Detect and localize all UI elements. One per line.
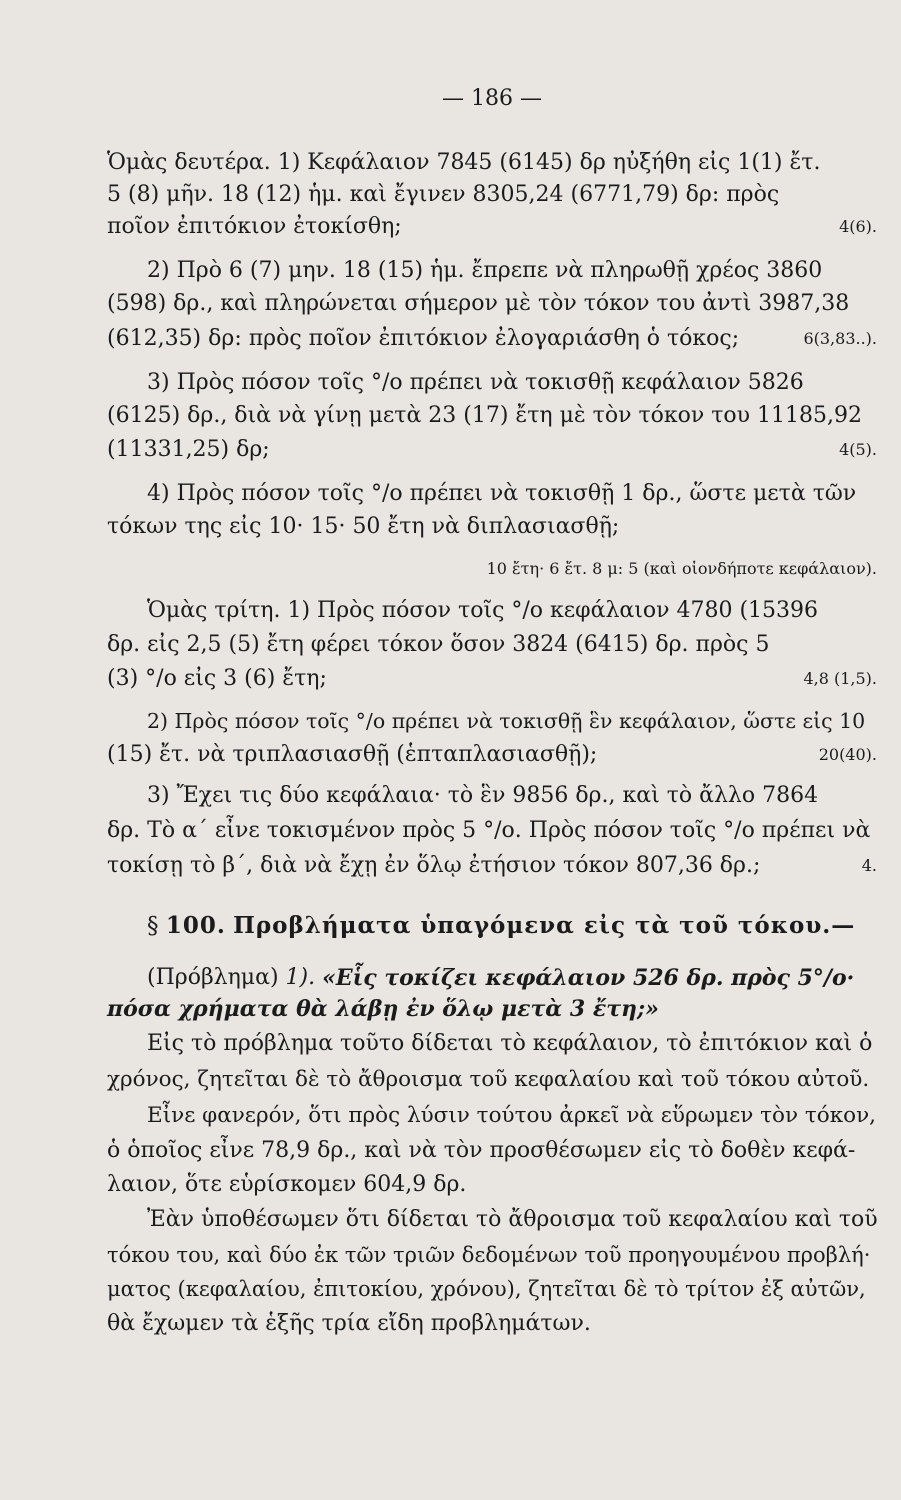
text-line: χρόνος, ζητεῖται δὲ τὸ ἄθροισμα τοῦ κεφαλαίου καὶ τοῦ τόκου αὐτοῦ.	[107, 1067, 870, 1092]
text-line: (598) δρ., καὶ πληρώνεται σήμερον μὲ τὸν τόκον του ἀντὶ 3987,38	[107, 291, 850, 316]
page-number: — 186 —	[442, 86, 542, 111]
text-line: (6125) δρ., διὰ νὰ γίνῃ μετὰ 23 (17) ἔτη μὲ τὸν τόκον του 11185,92	[107, 403, 862, 428]
text-line: 5 (8) μῆν. 18 (12) ἡμ. καὶ ἔγινεν 8305,24 (6771,79) δρ: πρὸς	[107, 182, 780, 207]
text-line: δρ. Τὸ α΄ εἶνε τοκισμένον πρὸς 5 °/ο. Πρὸς πόσον τοῖς °/ο πρέπει νὰ	[107, 818, 871, 843]
text-line: 2) Πρὸ 6 (7) μην. 18 (15) ἡμ. ἔπρεπε νὰ πληρωθῇ χρέος 3860	[147, 258, 823, 283]
text-line: τόκου του, καὶ δύο ἐκ τῶν τριῶν δεδομένων τοῦ προηγουμένου προβλή·	[107, 1243, 871, 1267]
answer: 4(6).	[839, 217, 877, 236]
answer-line: 10 ἔτη· 6 ἔτ. 8 μ: 5 (καὶ οἱονδήποτε κεφάλαιον).	[486, 559, 877, 578]
text-line: τοκίσῃ τὸ β΄, διὰ νὰ ἔχῃ ἐν ὅλῳ ἐτήσιον τόκον 807,36 δρ.; 4.	[107, 851, 877, 881]
text-line: Εἶνε φανερόν, ὅτι πρὸς λύσιν τούτου ἀρκεῖ νὰ εὕρωμεν τὸν τόκον,	[147, 1103, 877, 1128]
problem-statement: (Πρόβλημα) 1). «Εἷς τοκίζει κεφάλαιον 526 δρ. πρὸς 5°/ο·	[147, 965, 855, 991]
text-line: 3) Πρὸς πόσον τοῖς °/ο πρέπει νὰ τοκισθῇ κεφάλαιον 5826	[147, 370, 804, 395]
text-line: δρ. εἰς 2,5 (5) ἔτη φέρει τόκον ὅσον 3824 (6415) δρ. πρὸς 5	[107, 632, 770, 657]
text-line: (612,35) δρ: πρὸς ποῖον ἐπιτόκιον ἐλογαριάσθη ὁ τόκος; 6(3,83..).	[107, 324, 877, 354]
answer: 4,8 (1,5).	[803, 669, 877, 688]
section-heading: § 100. Προβλήματα ὑπαγόμενα εἰς τὰ τοῦ τόκου.—	[147, 912, 856, 939]
text-line: (15) ἔτ. νὰ τριπλασιασθῇ (ἑπταπλασιασθῇ); 20(40).	[107, 740, 877, 770]
text-line: λαιον, ὅτε εὑρίσκομεν 604,9 δρ.	[107, 1172, 467, 1197]
text-line: Ἐὰν ὑποθέσωμεν ὅτι δίδεται τὸ ἄθροισμα τοῦ κεφαλαίου καὶ τοῦ	[147, 1207, 878, 1232]
text-line: (3) °/ο εἰς 3 (6) ἔτη; 4,8 (1,5).	[107, 664, 877, 694]
answer: 4(5).	[839, 440, 877, 459]
text-line: ματος (κεφαλαίου, ἐπιτοκίου, χρόνου), ζητεῖται δὲ τὸ τρίτον ἐξ αὐτῶν,	[107, 1277, 866, 1301]
text-line: (11331,25) δρ; 4(5).	[107, 435, 877, 465]
text-line: Ὁμὰς δευτέρα. 1) Κεφάλαιον 7845 (6145) δρ ηὐξήθη εἰς 1(1) ἔτ.	[107, 150, 821, 175]
text-line: τόκων της εἰς 10· 15· 50 ἔτη νὰ διπλασιασθῇ;	[107, 514, 620, 539]
text-line: ποῖον ἐπιτόκιον ἐτοκίσθη; 4(6).	[107, 212, 877, 242]
problem-statement-cont: πόσα χρήματα θὰ λάβῃ ἐν ὅλῳ μετὰ 3 ἔτη;»	[107, 996, 659, 1022]
text-line: 4) Πρὸς πόσον τοῖς °/ο πρέπει νὰ τοκισθῇ 1 δρ., ὥστε μετὰ τῶν	[147, 481, 857, 506]
answer: 6(3,83..).	[803, 329, 877, 348]
text-line: θὰ ἔχωμεν τὰ ἑξῆς τρία εἴδη προβλημάτων.	[107, 1311, 591, 1336]
text-line: Ὁμὰς τρίτη. 1) Πρὸς πόσον τοῖς °/ο κεφάλαιον 4780 (15396	[147, 598, 819, 623]
text-line: 2) Πρὸς πόσον τοῖς °/ο πρέπει νὰ τοκισθῇ ἓν κεφάλαιον, ὥστε εἰς 10	[147, 709, 866, 733]
answer: 20(40).	[818, 745, 877, 764]
text-line: Εἰς τὸ πρόβλημα τοῦτο δίδεται τὸ κεφάλαιον, τὸ ἐπιτόκιον καὶ ὁ	[147, 1031, 873, 1056]
text-line: ὁ ὁποῖος εἶνε 78,9 δρ., καὶ νὰ τὸν προσθέσωμεν εἰς τὸ δοθὲν κεφά-	[107, 1138, 856, 1163]
text-line: 3) Ἔχει τις δύο κεφάλαια· τὸ ἓν 9856 δρ., καὶ τὸ ἄλλο 7864	[147, 783, 819, 808]
answer: 4.	[861, 856, 877, 875]
